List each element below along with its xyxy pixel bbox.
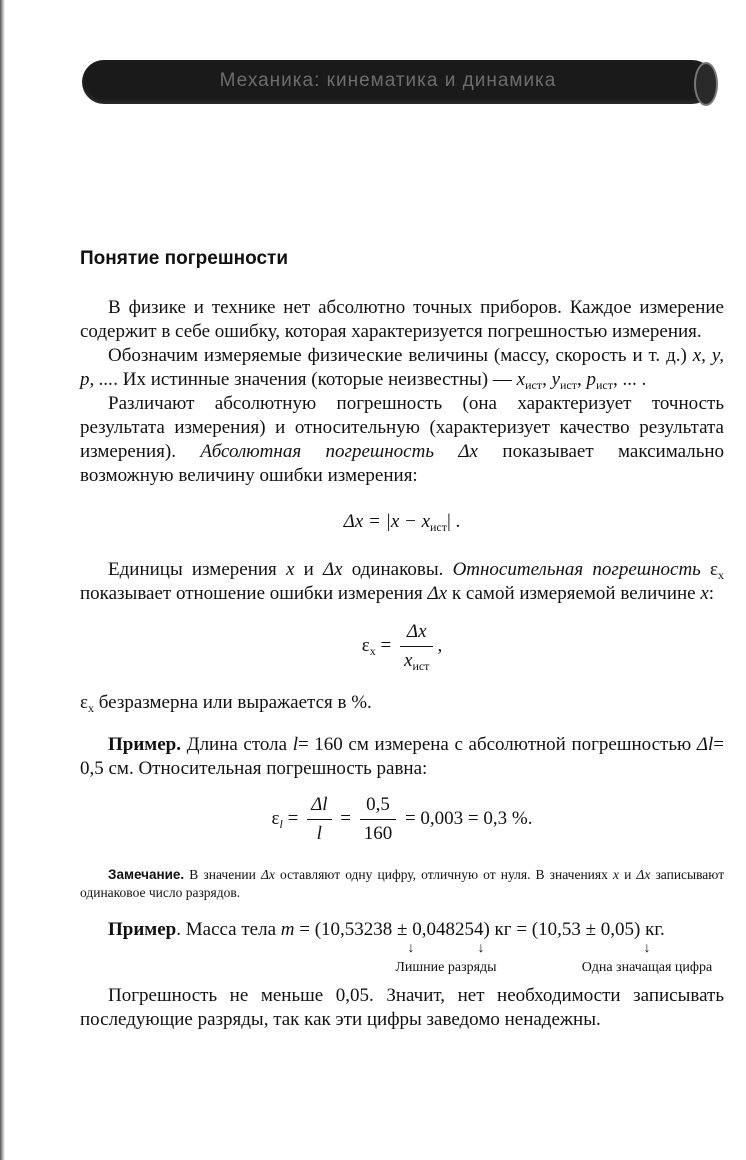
- page-edge: [0, 0, 5, 1160]
- page-content: [80, 296, 724, 1032]
- annotation-row: [80, 942, 724, 978]
- header-bar-end-cap: [694, 62, 718, 106]
- example-table-length: Пример. Длина стола l= 160 см измерена с абсолютной погрешностью Δl= 0,5 см. Относительная погрешность равна:: [80, 734, 724, 779]
- note-significant-digits: Замечание. В значении Δx оставляют одну цифру, отличную от нуля. В значениях x и Δx записывают одинаковое число разрядов.: [80, 867, 725, 900]
- paragraph-intro: В физике и технике нет абсолютно точных приборов. Каждое измерение содержит в себе ошибку, которая характеризуется погрешностью измерения.: [80, 297, 724, 342]
- annotation-extra-digits: ↓ ↓ Лишние разряды: [376, 942, 516, 980]
- annotation-one-significant-digit: ↓ Одна значащая цифра: [570, 942, 724, 980]
- chapter-header-bar: [82, 60, 714, 104]
- fraction-dl-over-l: $\frac{\Delta l}{l}$: [307, 793, 331, 846]
- paragraph-relative-error: Единицы измерения x и Δx одинаковы. Относительная погрешность $\varepsilon_x$ показывает отношение ошибки измерения Δx к самой измеряемой величине x:: [80, 559, 725, 604]
- down-arrow-icon: ↓: [643, 941, 651, 956]
- formula-example-relative-error: $\varepsilon_l$ = $\frac{\Delta l}{l}$ = $\frac{0,5}{160}$ = 0,003 = 0,3 %.: [271, 794, 533, 844]
- fraction-0-5-over-160: $\frac{0,5}{160}$: [360, 793, 397, 846]
- example-body-mass: Пример. Масса тела m = (10,53238 ± 0,048254) кг = (10,53 ± 0,05) кг.: [108, 919, 665, 940]
- paragraph-notation: Обозначим измеряемые физические величины (массу, скорость и т. д.) x, y, p, .... Их истинные значения (которые неизвестны) — $x_{ист}$, $y_{ист}$, $p_{ист}$, ... .: [80, 345, 724, 392]
- paragraph-conclusion: Погрешность не меньше 0,05. Значит, нет необходимости записывать последующие разряды, так как эти цифры заведомо ненадежны.: [80, 985, 724, 1030]
- paragraph-dimensionless: $\varepsilon_x$ безразмерна или выражается в %.: [80, 692, 372, 715]
- chapter-header-title: Механика: кинематика и динамика: [219, 70, 557, 91]
- formula-absolute-error: $\Delta x = |x - x_{ист}|$ .: [343, 511, 461, 534]
- down-arrow-icon: ↓ ↓: [407, 941, 485, 956]
- fraction-dx-over-x: $\frac{\Delta x}{x_{ист}}$: [400, 620, 433, 673]
- formula-relative-error: $\varepsilon_x$ = $\frac{\Delta x}{x_{ист}}$ ,: [361, 621, 443, 673]
- paragraph-absolute-error: Различают абсолютную погрешность (она характеризует точность результата измерения) и относительную (характеризует качество результата измерения). Абсолютная погрешность Δx показывает максимально возможную величину ошибки измерения:: [80, 393, 725, 486]
- section-title: Понятие погрешности: [80, 248, 289, 269]
